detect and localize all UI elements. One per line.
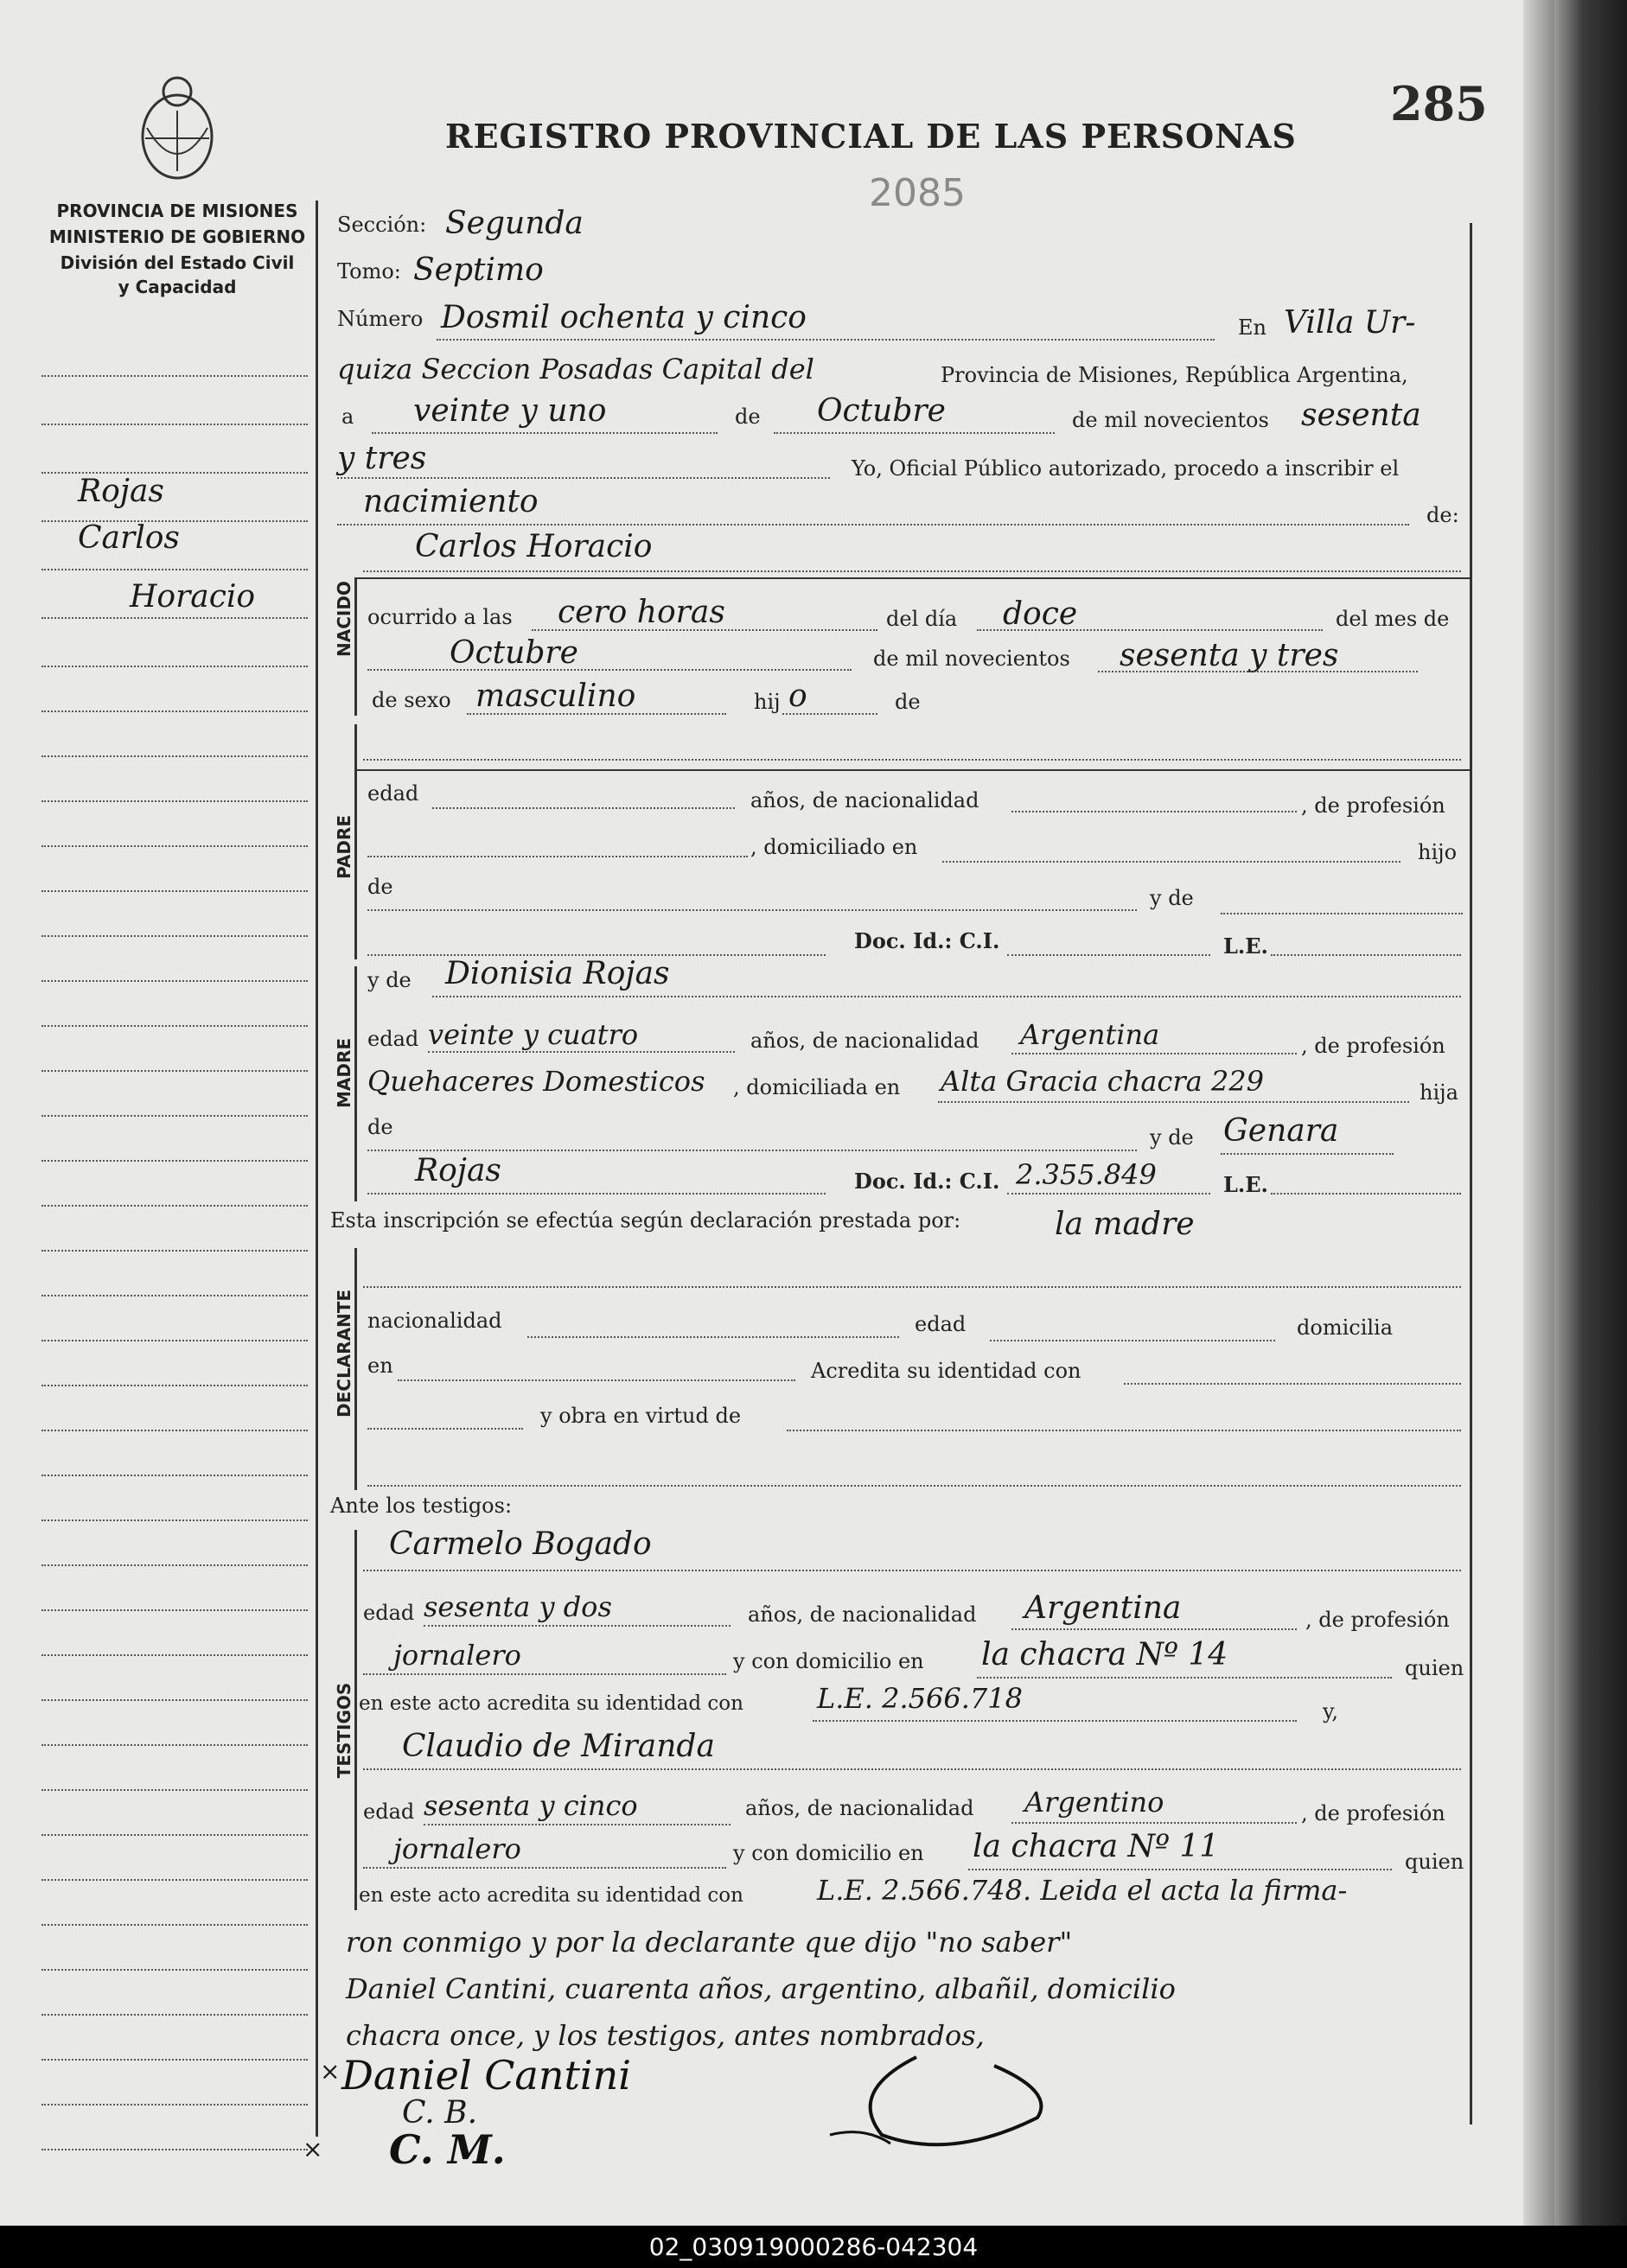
side-label-padre: PADRE: [334, 815, 354, 879]
signature-2: C. M.: [389, 2126, 506, 2173]
label-madre-y-de2: y de: [1150, 1125, 1194, 1150]
label-hij: hij: [754, 690, 781, 714]
label-padre-hijo: hijo: [1418, 840, 1458, 864]
value-t1-prof: jornalero: [393, 1639, 521, 1672]
value-testigo1: Carmelo Bogado: [389, 1526, 652, 1562]
label-de2: de: [895, 690, 921, 714]
value-madre-profesion: Quehaceres Domesticos: [367, 1065, 705, 1098]
value-anio-nac: sesenta y tres: [1120, 638, 1339, 673]
side-label-testigos: TESTIGOS: [334, 1682, 354, 1779]
label-seccion: Sección:: [337, 213, 427, 237]
label-ocurrido: ocurrido a las: [367, 605, 513, 629]
value-testigo2: Claudio de Miranda: [402, 1729, 715, 1764]
label-t2-acredita: en este acto acredita su identidad con: [359, 1884, 743, 1907]
footer-code: 02_030919000286-042304: [0, 2226, 1627, 2268]
closing-line3: chacra once, y los testigos, antes nombrados,: [346, 2019, 985, 2052]
value-abuela: Genara: [1223, 1113, 1339, 1149]
label-madre-hija: hija: [1420, 1080, 1458, 1105]
label-t1-profesion: , de profesión: [1305, 1608, 1450, 1632]
label-tomo: Tomo:: [337, 259, 401, 284]
label-t2-anos: años, de nacionalidad: [745, 1796, 974, 1820]
value-abuela-apellido: Rojas: [415, 1153, 501, 1188]
label-padre-profesion: , de profesión: [1301, 793, 1445, 818]
right-frame-line: [1470, 223, 1472, 2125]
book-spine: [1554, 0, 1627, 2226]
side-label-nacido: NACIDO: [334, 581, 354, 657]
label-decl-nacionalidad: nacionalidad: [367, 1309, 502, 1333]
page-title: REGISTRO PROVINCIAL DE LAS PERSONAS: [445, 117, 1297, 156]
issuer-line3: División del Estado Civil: [60, 252, 295, 273]
label-padre-y-de: y de: [1150, 886, 1194, 910]
closing-line1: ron conmigo y por la declarante que dijo "no saber": [346, 1926, 1073, 1959]
value-t2-prof: jornalero: [393, 1832, 521, 1865]
value-declarante: la madre: [1055, 1207, 1195, 1242]
issuer-line4: y Capacidad: [118, 277, 237, 297]
label-de-colon: de:: [1426, 503, 1459, 527]
value-numero: Dosmil ochenta y cinco: [441, 300, 807, 335]
label-t2-edad: edad: [363, 1800, 415, 1824]
issuer-line2: MINISTERIO DE GOBIERNO: [48, 226, 306, 247]
label-decl-obra: y obra en virtud de: [540, 1404, 742, 1428]
side-label-madre: MADRE: [334, 1037, 354, 1108]
label-mil-novecientos: de mil novecientos: [1072, 408, 1269, 432]
value-t1-nac: Argentina: [1024, 1590, 1182, 1626]
value-t2-doc: L.E. 2.566.748. Leida el acta la firma-: [817, 1874, 1348, 1907]
label-sexo: de sexo: [372, 688, 451, 712]
label-provincia: Provincia de Misiones, República Argentina,: [941, 363, 1408, 387]
label-t1-domicilio: y con domicilio en: [733, 1649, 924, 1673]
label-de: de: [735, 405, 761, 429]
label-padre-anos: años, de nacionalidad: [750, 788, 979, 812]
page-edge: [1523, 0, 1554, 2226]
issuer-line1: PROVINCIA DE MISIONES: [56, 201, 298, 221]
label-padre-doc: Doc. Id.: C.I.: [854, 928, 1000, 953]
signature-scribble-icon: [813, 2040, 1072, 2152]
signature-initials: C. B.: [402, 2095, 478, 2131]
margin-surname: Rojas: [78, 474, 164, 509]
coat-of-arms-icon: [130, 67, 225, 188]
left-frame-line: [316, 201, 318, 2137]
label-padre-edad: edad: [367, 781, 419, 806]
value-hij-suffix: o: [788, 678, 807, 714]
value-t2-edad: sesenta y cinco: [424, 1789, 638, 1822]
label-padre-domiciliado: , domiciliado en: [750, 835, 918, 859]
label-del-mes: del mes de: [1336, 607, 1450, 631]
value-lugar2: quiza Seccion Posadas Capital del: [337, 353, 814, 385]
value-madre-nombre: Dionisia Rojas: [445, 956, 670, 991]
value-dia-nac: doce: [1003, 596, 1078, 632]
margin-name1: Carlos: [78, 520, 180, 556]
value-sexo: masculino: [475, 678, 636, 714]
label-madre-anos: años, de nacionalidad: [750, 1029, 979, 1053]
value-anio2: y tres: [337, 441, 427, 476]
value-t2-dom: la chacra Nº 11: [973, 1829, 1220, 1864]
label-t2-domicilio: y con domicilio en: [733, 1841, 924, 1865]
label-t2-quien: quien: [1405, 1850, 1464, 1874]
value-tomo: Septimo: [413, 252, 544, 288]
label-t1-edad: edad: [363, 1601, 415, 1625]
cross-mark-2: ×: [303, 2135, 323, 2163]
label-t1-anos: años, de nacionalidad: [748, 1602, 977, 1627]
label-oficial: Yo, Oficial Público autorizado, procedo a inscribir el: [852, 456, 1400, 481]
label-madre-le: L.E.: [1223, 1172, 1268, 1197]
label-decl-en: en: [367, 1354, 393, 1378]
label-madre-doc: Doc. Id.: C.I.: [854, 1169, 1000, 1194]
value-t2-nac: Argentino: [1024, 1786, 1164, 1819]
label-t2-profesion: , de profesión: [1301, 1801, 1445, 1825]
label-t1-quien: quien: [1405, 1656, 1464, 1680]
cross-mark-1: ×: [320, 2057, 341, 2086]
value-madre-domicilio: Alta Gracia chacra 229: [941, 1065, 1264, 1098]
value-hora: cero horas: [558, 595, 725, 630]
signature-1: Daniel Cantini: [341, 2052, 631, 2099]
value-anio1: sesenta: [1301, 398, 1421, 433]
value-t1-dom: la chacra Nº 14: [981, 1637, 1228, 1672]
label-madre-y-de: y de: [367, 968, 412, 992]
value-seccion: Segunda: [445, 206, 584, 241]
label-numero: Número: [337, 307, 424, 331]
label-padre-de: de: [367, 875, 393, 899]
label-madre-edad: edad: [367, 1027, 419, 1051]
label-mil-novecientos2: de mil novecientos: [873, 647, 1070, 671]
value-acto: nacimiento: [363, 484, 539, 519]
label-decl-acredita: Acredita su identidad con: [811, 1359, 1081, 1383]
value-madre-ci: 2.355.849: [1016, 1158, 1157, 1191]
label-decl-domicilia: domicilia: [1297, 1316, 1394, 1340]
label-madre-de: de: [367, 1115, 393, 1139]
value-t1-edad: sesenta y dos: [424, 1590, 612, 1623]
side-label-declarante: DECLARANTE: [334, 1289, 354, 1418]
pencil-number: 2085: [869, 171, 966, 215]
label-padre-le: L.E.: [1223, 933, 1268, 959]
value-mes-nac: Octubre: [450, 635, 578, 671]
label-en: En: [1238, 315, 1267, 340]
label-t1-y: y,: [1323, 1699, 1338, 1723]
margin-name2: Horacio: [130, 579, 256, 615]
label-madre-profesion: , de profesión: [1301, 1034, 1445, 1058]
label-declaracion: Esta inscripción se efectúa según declaración prestada por:: [330, 1208, 961, 1233]
value-lugar1: Villa Ur-: [1284, 305, 1416, 341]
label-a: a: [341, 405, 354, 429]
value-dia: veinte y uno: [413, 393, 607, 429]
page-number: 285: [1390, 76, 1488, 131]
value-t1-doc: L.E. 2.566.718: [817, 1682, 1023, 1715]
value-madre-edad: veinte y cuatro: [428, 1018, 639, 1051]
value-madre-nacionalidad: Argentina: [1020, 1018, 1160, 1051]
label-del-dia: del día: [886, 607, 958, 631]
closing-line2: Daniel Cantini, cuarenta años, argentino, albañil, domicilio: [346, 1972, 1176, 2005]
label-ante-testigos: Ante los testigos:: [330, 1494, 513, 1518]
label-madre-domiciliada: , domiciliada en: [733, 1075, 901, 1099]
value-nombre: Carlos Horacio: [415, 529, 653, 564]
label-t1-acredita: en este acto acredita su identidad con: [359, 1692, 743, 1715]
value-mes: Octubre: [817, 393, 946, 429]
label-decl-edad: edad: [915, 1312, 967, 1336]
